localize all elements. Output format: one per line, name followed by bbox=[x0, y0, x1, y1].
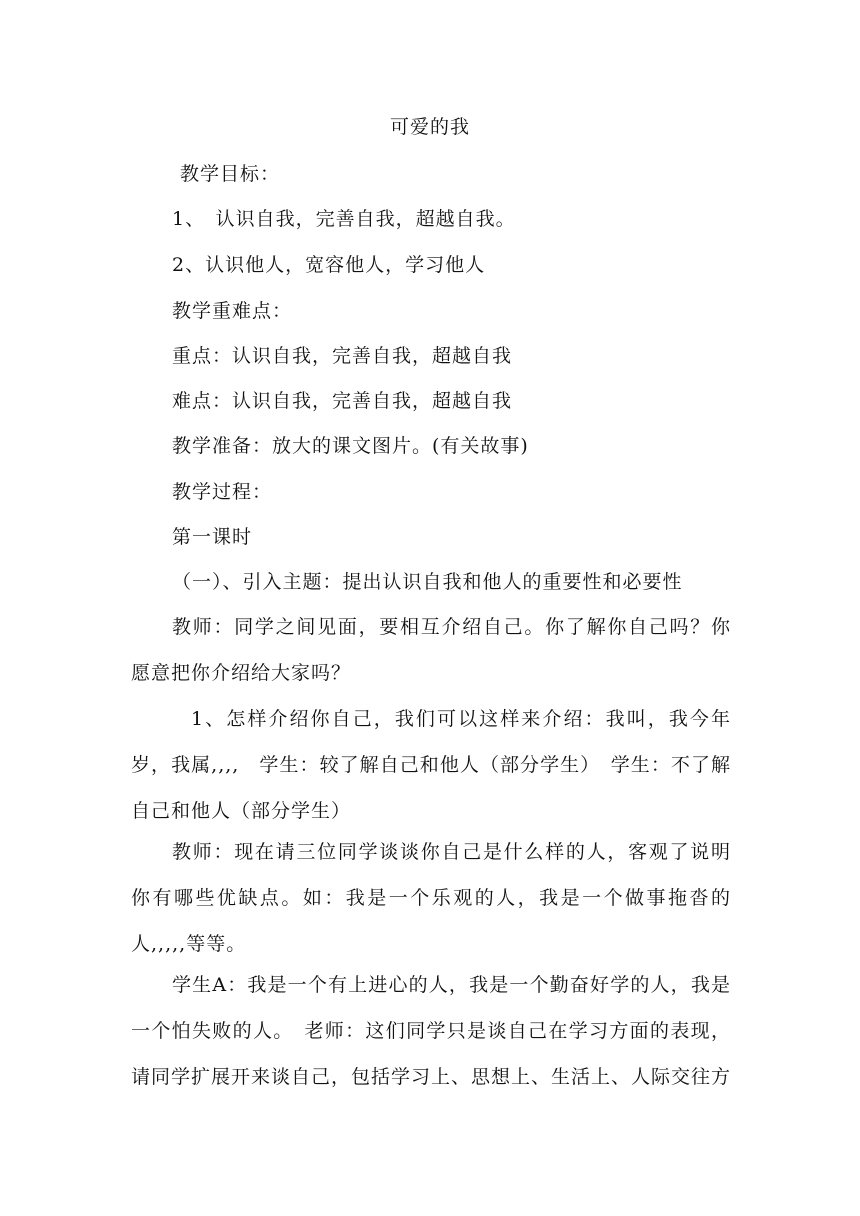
text-line-teaching-goals: 教学目标： bbox=[180, 163, 281, 185]
text-line-section-1: （一）、引入主题：提出认识自我和他人的重要性和必要性 bbox=[172, 571, 683, 593]
paragraph-teacher-intro: 教师：同学之间见面，要相互介绍自己。你了解你自己吗？你愿意把你介绍给大家吗？ bbox=[131, 616, 731, 684]
text-line-first-lesson: 第一课时 bbox=[172, 526, 253, 548]
text-line-key-point: 重点：认识自我，完善自我，超越自我 bbox=[172, 345, 513, 367]
paragraph-teacher-three-students: 教师：现在请三位同学谈谈你自己是什么样的人，客观了说明你有哪些优缺点。如：我是一个乐观的人，我是一个做事拖沓的人,,,,,等等。 bbox=[131, 841, 731, 955]
text-line-goal-2: 2、认识他人，宽容他人，学习他人 bbox=[172, 254, 486, 276]
paragraph-how-to-introduce: 1、怎样介绍你自己，我们可以这样来介绍：我叫，我今年岁，我属,,,, 学生：较了解自己和他人（部分学生） 学生：不了解自己和他人（部分学生） bbox=[131, 708, 731, 822]
text-line-process: 教学过程： bbox=[172, 481, 273, 503]
text-line-key-difficulties: 教学重难点： bbox=[172, 300, 293, 322]
text-line-preparation: 教学准备：放大的课文图片。(有关故事) bbox=[172, 435, 529, 457]
paragraph-student-a: 学生A：我是一个有上进心的人，我是一个勤奋好学的人，我是一个怕失败的人。 老师：这们同学只是谈自己在学习方面的表现，请同学扩展开来谈自己，包括学习上、思想上、生活上、人际交往方 bbox=[131, 974, 732, 1088]
text-line-difficult-point: 难点：认识自我，完善自我，超越自我 bbox=[172, 390, 513, 412]
text-line-goal-1: 1、 认识自我，完善自我，超越自我。 bbox=[172, 208, 516, 230]
document-title: 可爱的我 bbox=[389, 116, 470, 138]
